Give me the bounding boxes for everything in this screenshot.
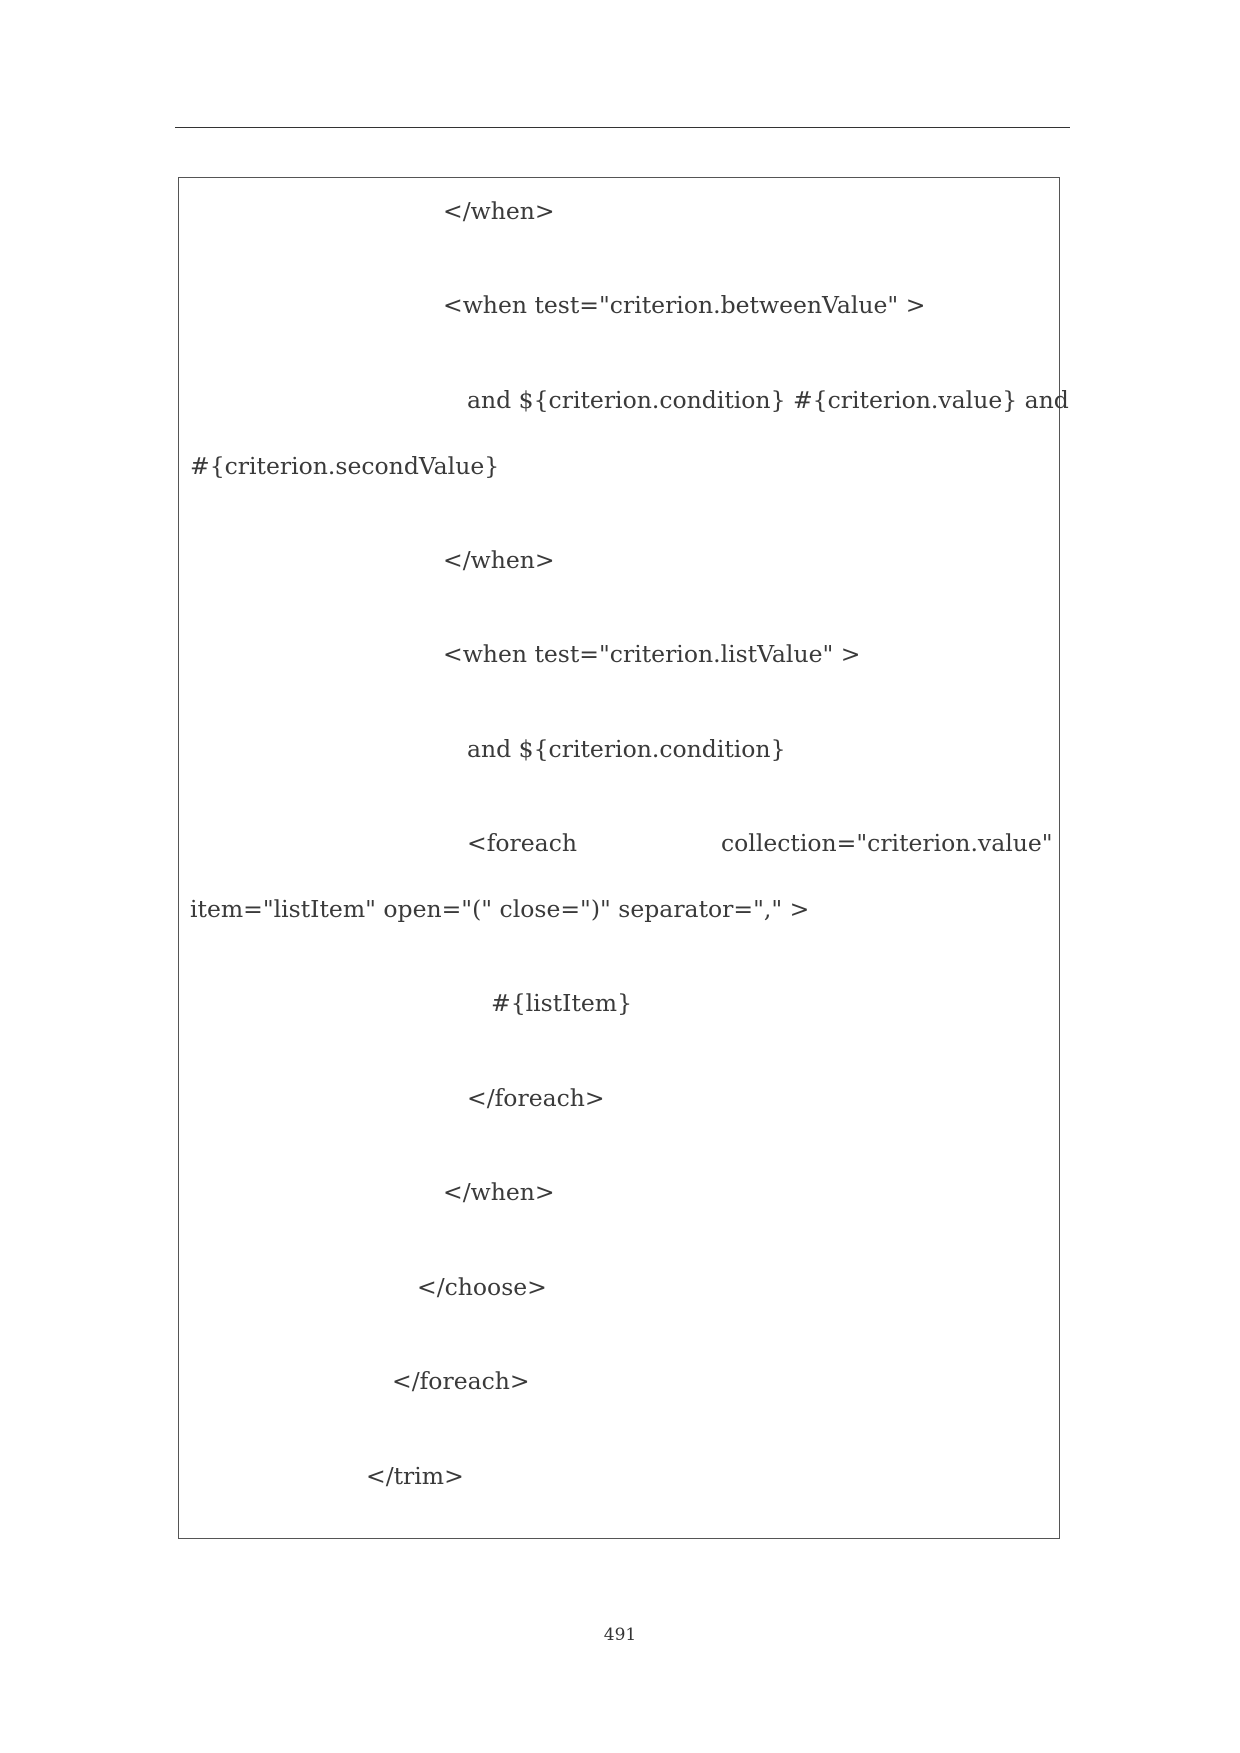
code-line: </trim> (366, 1462, 464, 1490)
code-line: item="listItem" open="(" close=")" separator="," > (190, 895, 810, 923)
code-line: </choose> (417, 1273, 547, 1301)
code-line: </when> (443, 1178, 555, 1206)
code-line: #{listItem} (491, 989, 633, 1017)
code-line: #{criterion.secondValue} (190, 452, 500, 480)
code-line: <when test="criterion.betweenValue" > (443, 291, 926, 319)
code-line: <foreach (467, 829, 577, 857)
code-line: <when test="criterion.listValue" > (443, 640, 861, 668)
code-line: and ${criterion.condition} (467, 735, 786, 763)
code-line: </foreach> (392, 1367, 530, 1395)
header-rule (175, 127, 1070, 128)
page-number: 491 (603, 1625, 637, 1645)
code-line: </when> (443, 197, 555, 225)
code-line: collection="criterion.value" (721, 829, 1053, 857)
code-block (178, 177, 1060, 1539)
code-line: and ${criterion.condition} #{criterion.value} and (467, 386, 1069, 414)
code-line: </foreach> (467, 1084, 605, 1112)
code-line: </when> (443, 546, 555, 574)
